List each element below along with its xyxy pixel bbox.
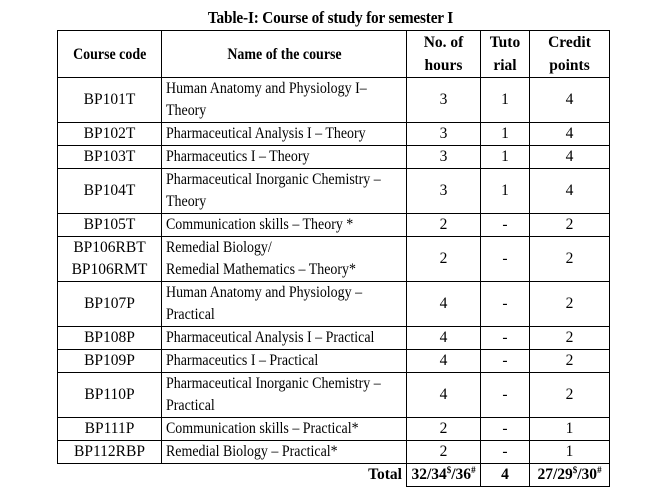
- credits-cell: 2: [530, 282, 610, 327]
- table-row: [58, 237, 610, 282]
- credits-cell: 1: [530, 418, 610, 441]
- credits-cell: 4: [530, 123, 610, 146]
- hours-cell: 3: [407, 146, 481, 169]
- course-code-cell: BP110P: [58, 373, 162, 418]
- hours-cell: 2: [407, 418, 481, 441]
- course-name-cell: Communication skills – Practical*: [162, 418, 407, 441]
- hours-cell: 3: [407, 78, 481, 123]
- credits-cell: 4: [530, 146, 610, 169]
- tutorial-cell: -: [481, 214, 530, 237]
- course-code-cell: BP107P: [58, 282, 162, 327]
- hours-cell: 3: [407, 123, 481, 146]
- credits-cell: 2: [530, 237, 610, 282]
- total-tutorial: 4: [481, 464, 530, 487]
- hours-cell: 2: [407, 237, 481, 282]
- hours-cell: 4: [407, 373, 481, 418]
- course-name-cell: Pharmaceutical Inorganic Chemistry – Theory: [162, 169, 407, 214]
- total-credits: 27/29$/30#: [530, 464, 610, 487]
- hours-cell: 4: [407, 327, 481, 350]
- course-name-cell: Pharmaceutical Inorganic Chemistry – Practical: [162, 373, 407, 418]
- course-table: [57, 30, 610, 487]
- table-row: [58, 123, 610, 146]
- table-row: [58, 78, 610, 123]
- tutorial-cell: -: [481, 282, 530, 327]
- total-row: [58, 464, 610, 487]
- course-code-cell: BP104T: [58, 169, 162, 214]
- tutorial-cell: 1: [481, 169, 530, 214]
- course-code-cell: BP109P: [58, 350, 162, 373]
- course-code-cell: BP105T: [58, 214, 162, 237]
- tutorial-cell: -: [481, 350, 530, 373]
- tutorial-cell: -: [481, 441, 530, 464]
- credits-cell: 4: [530, 78, 610, 123]
- total-label: Total: [58, 464, 407, 487]
- tutorial-cell: -: [481, 237, 530, 282]
- tutorial-cell: 1: [481, 78, 530, 123]
- course-name-cell: Pharmaceutical Analysis I – Practical: [162, 327, 407, 350]
- header-hours-line2: hours: [424, 57, 463, 74]
- header-hours-line1: No. of: [423, 34, 464, 51]
- header-tutorial-line2: rial: [493, 57, 517, 74]
- course-name-cell: Remedial Biology – Practical*: [162, 441, 407, 464]
- header-tutorial-line1: Tuto: [489, 34, 521, 51]
- header-credits: [530, 31, 610, 78]
- table-row: [58, 169, 610, 214]
- credits-cell: 2: [530, 350, 610, 373]
- tutorial-cell: -: [481, 373, 530, 418]
- hours-cell: 4: [407, 350, 481, 373]
- course-name-cell: Human Anatomy and Physiology I– Theory: [162, 78, 407, 123]
- course-code-cell: BP112RBP: [58, 441, 162, 464]
- tutorial-cell: -: [481, 418, 530, 441]
- course-name-cell: Pharmaceutics I – Theory: [162, 146, 407, 169]
- table-row: [58, 373, 610, 418]
- header-credits-line1: Credit: [548, 34, 591, 51]
- header-hours: [407, 31, 481, 78]
- header-course-code: Course code: [58, 31, 162, 78]
- credits-cell: 1: [530, 441, 610, 464]
- credits-cell: 4: [530, 169, 610, 214]
- credits-cell: 2: [530, 214, 610, 237]
- header-course-name: Name of the course: [162, 31, 407, 78]
- table-row: [58, 350, 610, 373]
- total-hours: 32/34$/36#: [407, 464, 481, 487]
- table-row: [58, 146, 610, 169]
- course-code-cell: BP102T: [58, 123, 162, 146]
- hours-cell: 3: [407, 169, 481, 214]
- table-row: [58, 441, 610, 464]
- course-name-cell: Pharmaceutical Analysis I – Theory: [162, 123, 407, 146]
- course-code-cell: BP101T: [58, 78, 162, 123]
- hours-cell: 2: [407, 214, 481, 237]
- course-code-cell: BP108P: [58, 327, 162, 350]
- course-name-cell: Communication skills – Theory *: [162, 214, 407, 237]
- hours-cell: 2: [407, 441, 481, 464]
- header-tutorial: [481, 31, 530, 78]
- table-row: [58, 327, 610, 350]
- course-name-cell: Remedial Biology/ Remedial Mathematics – Theory*: [162, 237, 407, 282]
- credits-cell: 2: [530, 327, 610, 350]
- course-code-cell: BP103T: [58, 146, 162, 169]
- course-name-cell: Pharmaceutics I – Practical: [162, 350, 407, 373]
- course-name-cell: Human Anatomy and Physiology – Practical: [162, 282, 407, 327]
- course-code-cell: [58, 237, 162, 282]
- credits-cell: 2: [530, 373, 610, 418]
- course-code-line2: BP106RMT: [71, 261, 148, 278]
- table-row: [58, 214, 610, 237]
- header-credits-line2: points: [549, 57, 590, 74]
- header-row: [58, 31, 610, 78]
- hours-cell: 4: [407, 282, 481, 327]
- table-title: Table-I: Course of study for semester I: [207, 8, 454, 27]
- tutorial-cell: 1: [481, 123, 530, 146]
- course-code-line1: BP106RBT: [73, 239, 146, 256]
- tutorial-cell: -: [481, 327, 530, 350]
- course-code-cell: BP111P: [58, 418, 162, 441]
- tutorial-cell: 1: [481, 146, 530, 169]
- table-row: [58, 418, 610, 441]
- table-row: [58, 282, 610, 327]
